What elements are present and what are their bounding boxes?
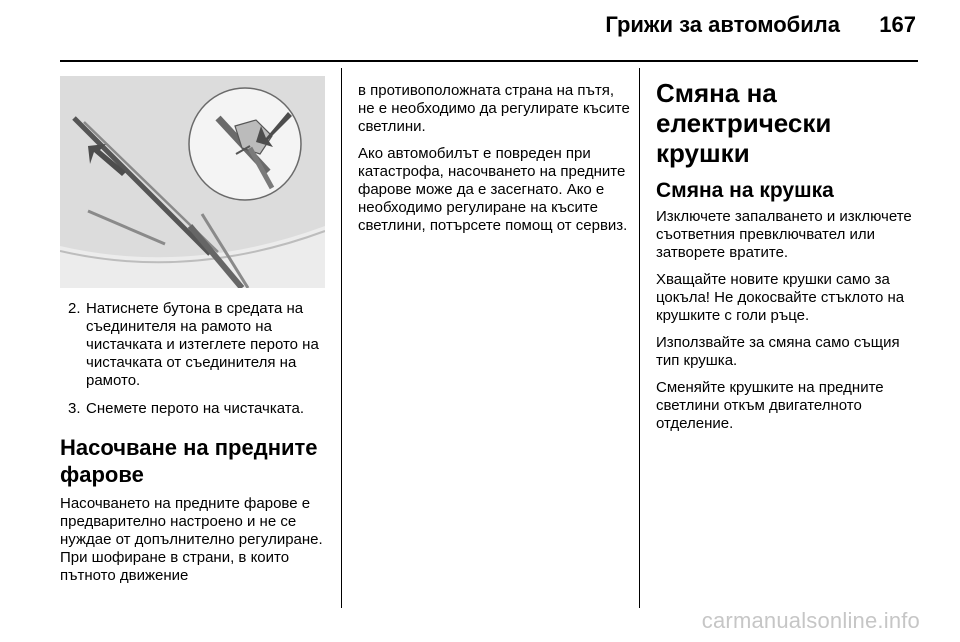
column-divider-left — [341, 68, 342, 608]
right-column — [656, 78, 926, 442]
main-heading-bulb-replacement: Смяна на електрически крушки — [656, 78, 832, 168]
left-column — [60, 300, 332, 594]
section-heading-headlight-aiming: Насочване на предните фарове — [60, 435, 318, 487]
wiper-blade-illustration — [60, 76, 325, 288]
middle-column — [358, 82, 630, 244]
step-2 — [60, 300, 332, 390]
watermark: carmanualsonline.info — [701, 608, 920, 633]
sub-heading-bulb-change: Смяна на крушка — [656, 179, 834, 202]
column-divider-right — [639, 68, 640, 608]
step-number: 2. — [68, 300, 81, 317]
paragraph: Ако автомобилът е повреден при катастрофа, насочването на предните фарове може да е засегнато. Ако е необходимо регулиране на късите светлини, потърсете помощ от сервиз. — [358, 145, 628, 234]
step-text: Натиснете бутона в средата на съединителя на рамото на чистачката и изтеглете перото на чистачката от съединителя на рамото. — [86, 300, 319, 389]
step-text: Снемете перото на чистачката. — [86, 400, 304, 417]
running-header-title: Грижи за автомобила — [605, 12, 840, 37]
wiper-illustration-svg — [60, 76, 325, 288]
paragraph: в противоположната страна на пътя, не е необходимо да регулирате късите светлини. — [358, 82, 630, 135]
header-rule — [60, 60, 918, 62]
paragraph: Използвайте за смяна само същия тип крушка. — [656, 334, 900, 369]
paragraph: Изключете запалването и изключете съответния превключвател или затворете вратите. — [656, 208, 912, 261]
step-3 — [60, 400, 332, 418]
paragraph: Сменяйте крушките на предните светлини откъм двигателното отделение. — [656, 379, 884, 432]
steps-list — [60, 300, 332, 418]
paragraph: Хващайте новите крушки само за цокъла! Не докосвайте стъклото на крушките с голи ръце. — [656, 271, 905, 324]
step-number: 3. — [68, 400, 81, 417]
section-paragraph: Насочването на предните фарове е предварително настроено и не се нуждае от допълнително регулиране. При шофиране в страни, в които пътното движение — [60, 495, 323, 584]
page-number: 167 — [879, 12, 916, 37]
